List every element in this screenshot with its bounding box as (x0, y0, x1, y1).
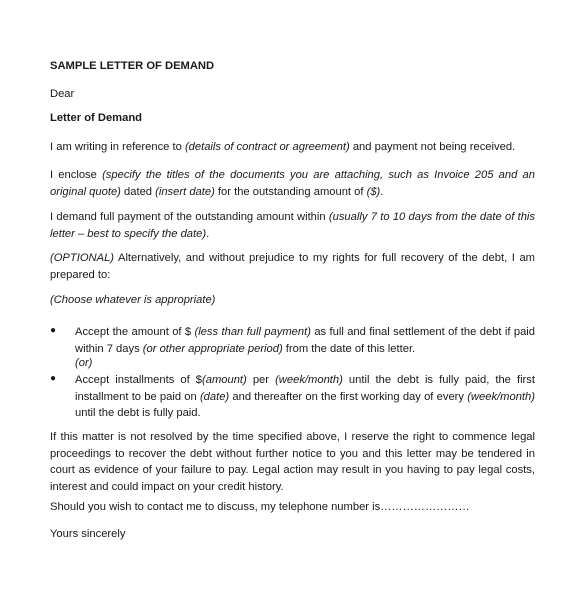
placeholder-amount: (amount) (202, 374, 247, 386)
text: . (206, 227, 210, 240)
salutation: Dear (50, 88, 75, 100)
choose-note: (Choose whatever is appropriate) (50, 294, 216, 306)
text: I am writing in reference to (50, 141, 185, 153)
paragraph-reference (50, 139, 535, 156)
list-item-settlement (75, 324, 535, 357)
or-label: (or) (75, 357, 93, 369)
text: I demand full payment of the outstanding amount within (50, 211, 329, 223)
text: until the debt is fully paid. (75, 407, 201, 419)
placeholder-frequency: (week/month) (467, 390, 535, 403)
text: and payment not being received. (349, 141, 516, 153)
placeholder-documents: (specify the titles of the documents you are attaching, such as Invoice 205 and an original quote) (50, 169, 535, 198)
paragraph-choose (50, 292, 535, 309)
placeholder-partial: (less than full payment) (194, 326, 311, 338)
text: dated (120, 185, 156, 198)
paragraph-optional (50, 250, 535, 283)
paragraph-legal-warning: If this matter is not resolved by the time specified above, I reserve the right to commence legal proceedings to recover the debt without further notice to you and this letter may be tendered in court as evidence of your failure to pay. Legal action may result in you having to pay legal costs, interest and could impact on your credit history. (50, 431, 535, 493)
or-separator (75, 355, 535, 372)
text: until the debt is fully paid, the first installment to be paid on (75, 374, 535, 403)
text: Alternatively, and without prejudice to my rights for full recovery of the debt, I am prepared to: (50, 252, 535, 281)
placeholder-period: (usually 7 to 10 days from the date of this letter – best to specify the date) (50, 211, 535, 240)
text: I enclose (50, 169, 103, 181)
list-item-installments (75, 372, 535, 422)
placeholder-frequency: (week/month) (275, 374, 343, 386)
optional-label: (OPTIONAL) (50, 252, 115, 264)
placeholder-period: (or other appropriate period) (142, 342, 283, 355)
placeholder-amount: ($) (366, 185, 381, 198)
text: Accept installments of $ (75, 374, 202, 386)
placeholder-date: (date) (199, 390, 230, 403)
paragraph-contact: Should you wish to contact me to discuss, my telephone number is…………………… (50, 501, 470, 513)
letter-subject: Letter of Demand (50, 112, 142, 124)
text: from the date of this letter. (282, 342, 416, 355)
text: for the outstanding amount of (214, 185, 367, 198)
closing: Yours sincerely (50, 528, 126, 540)
placeholder-contract: (details of contract or agreement) (184, 141, 350, 153)
paragraph-enclosure (50, 167, 535, 200)
bullet-icon: ● (50, 373, 57, 384)
text: and thereafter on the first working day of every (229, 390, 468, 403)
text: as full and final settlement of the debt if paid within 7 days (75, 326, 536, 355)
paragraph-demand (50, 209, 535, 242)
text: . (380, 185, 384, 198)
text: Accept the amount of $ (75, 326, 195, 338)
placeholder-date: (insert date) (155, 185, 215, 198)
bullet-icon: ● (50, 325, 57, 336)
text: per (246, 374, 276, 386)
letter-heading: SAMPLE LETTER OF DEMAND (50, 60, 215, 72)
